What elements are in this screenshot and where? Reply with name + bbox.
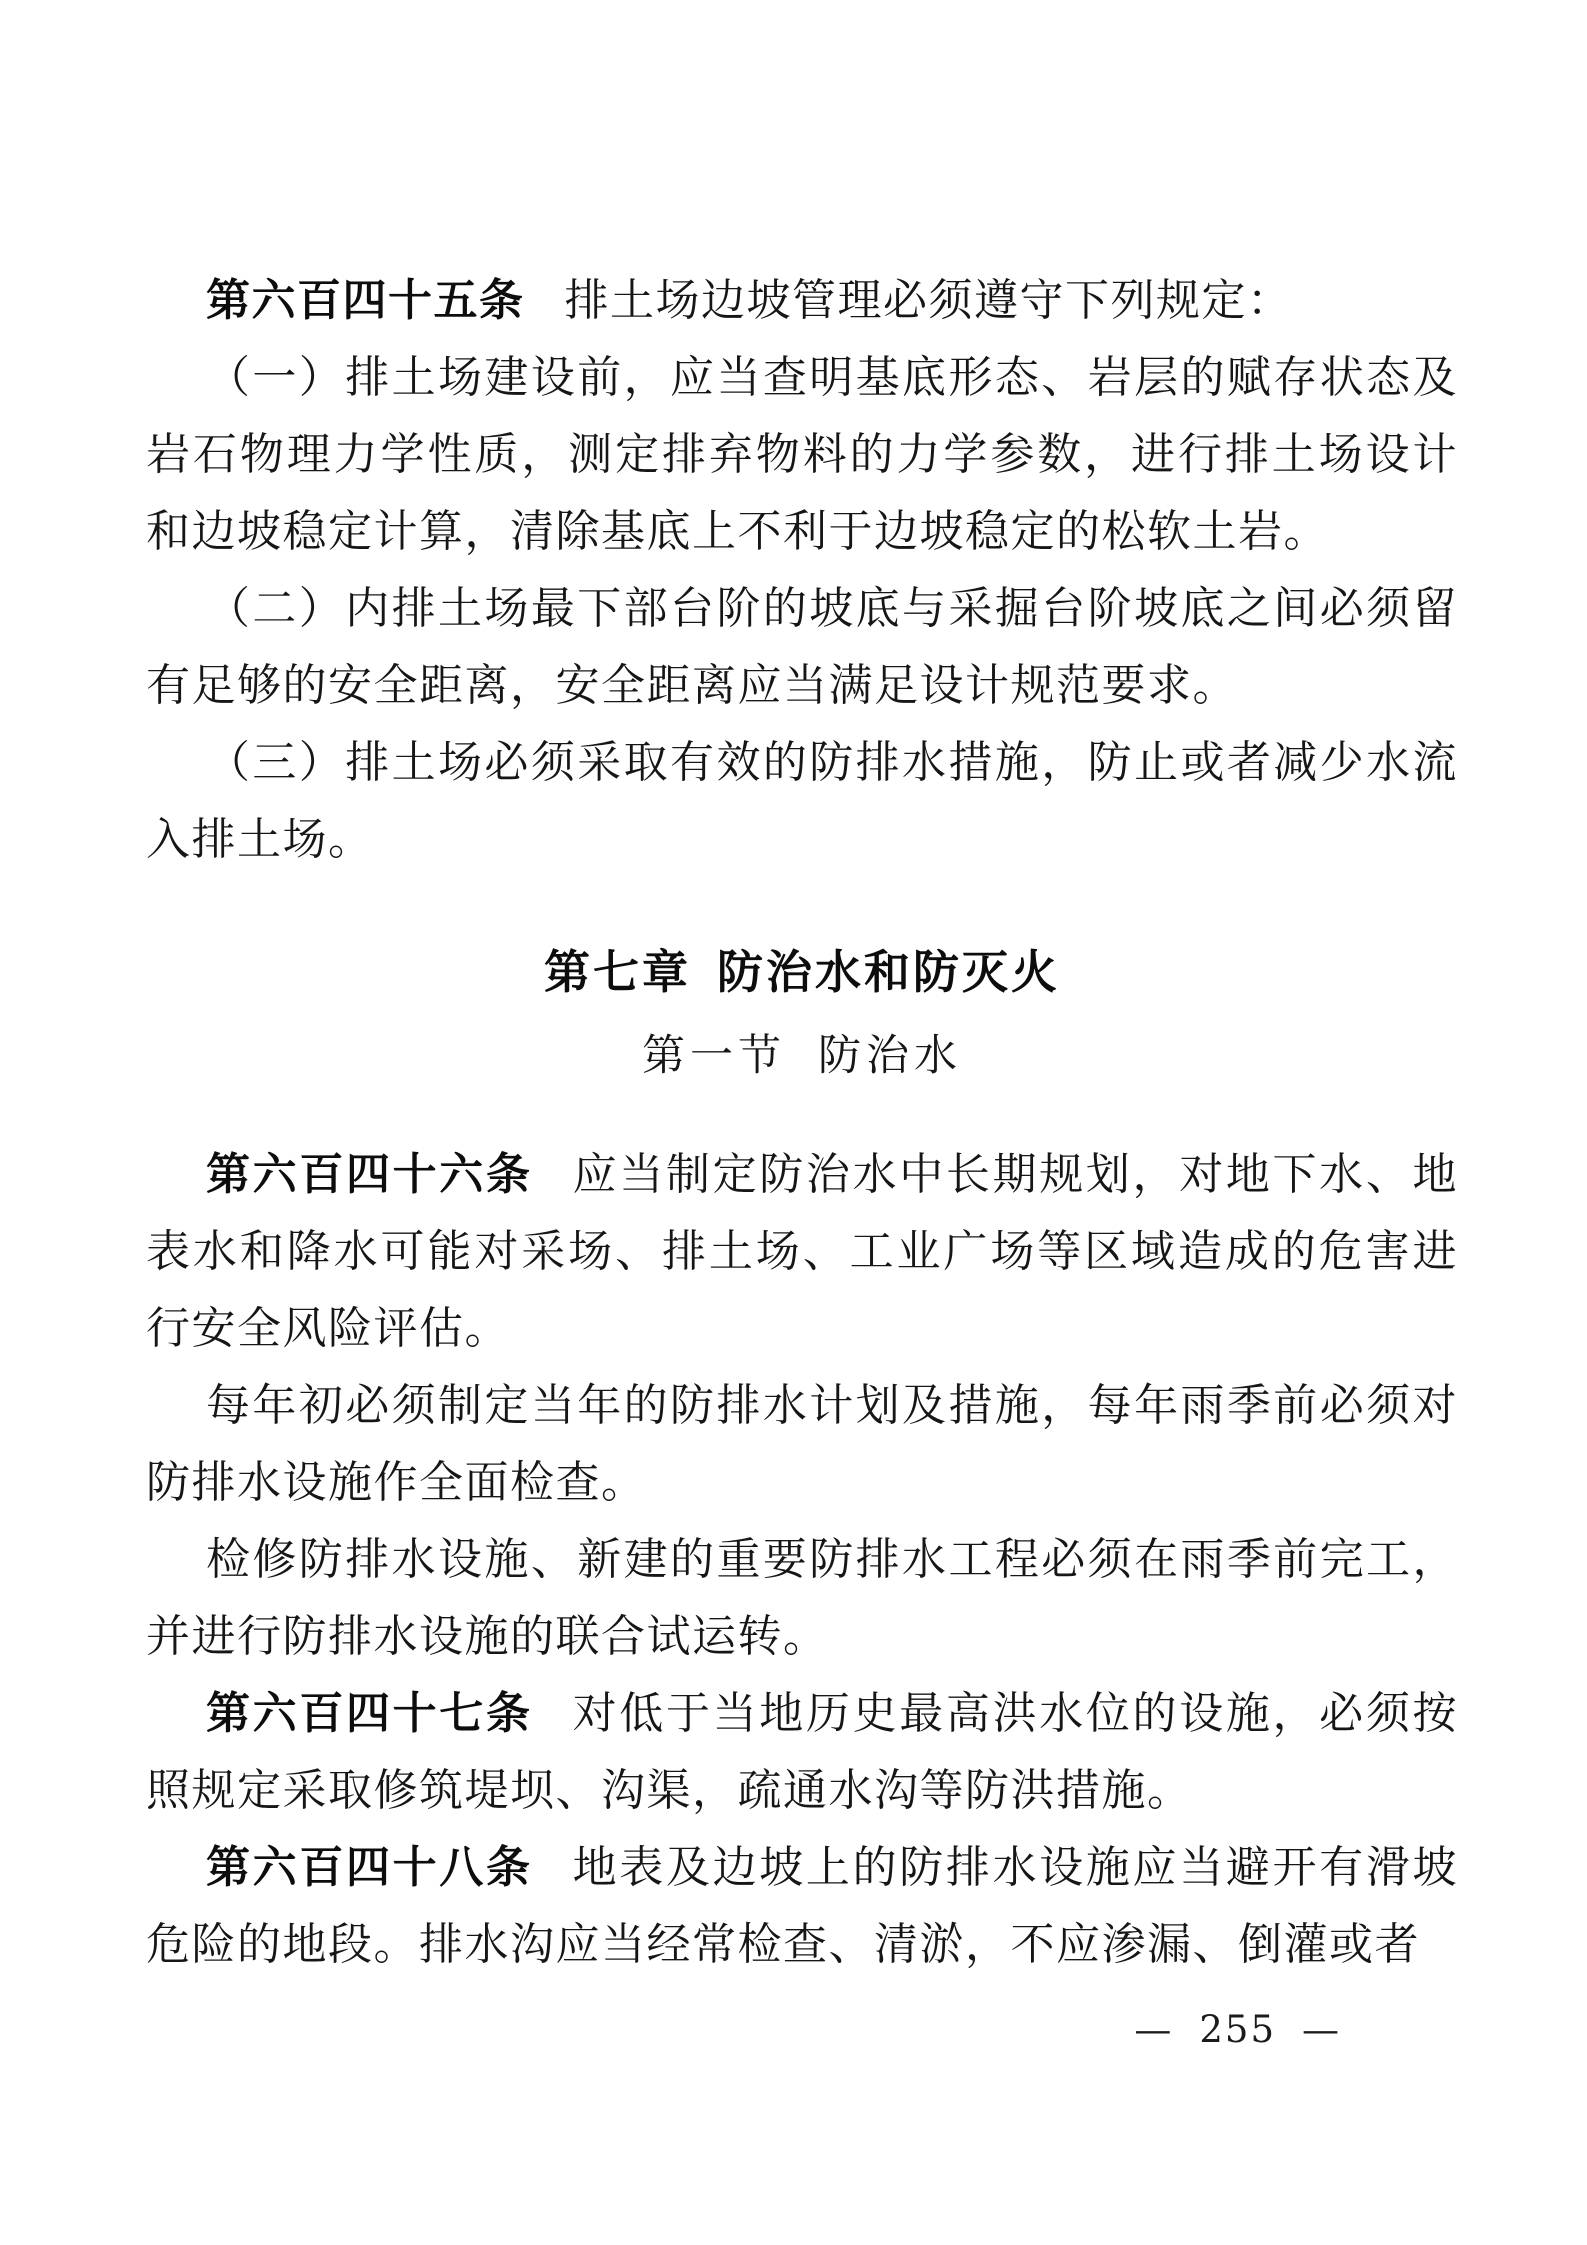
- article-647-body-text: 对低于当地历史最高洪水位的设施，必须按照规定采取修筑堤坝、沟渠，疏通水沟等防洪措施。: [146, 1688, 1459, 1816]
- article-645-clause-3: （三）排土场必须采取有效的防排水措施，防止或者减少水流入排土场。: [146, 737, 1458, 865]
- chapter-title: 防治水和防灭火: [717, 945, 1060, 999]
- article-645-intro-text: 排土场边坡管理必须遵守下列规定：: [564, 275, 1293, 326]
- article-645-intro-paragraph: [146, 262, 1458, 339]
- page-number-dash-left: —: [1134, 2008, 1174, 2051]
- section-heading: [146, 1024, 1458, 1088]
- article-646-paragraph-1: [146, 1136, 1458, 1367]
- article-646-paragraph-2: 每年初必须制定当年的防排水计划及措施，每年雨季前必须对防排水设施作全面检查。: [146, 1380, 1458, 1508]
- article-648-number: 第六百四十八条: [206, 1842, 533, 1893]
- article-647-paragraph: [146, 1675, 1458, 1829]
- article-645-clause-1: （一）排土场建设前，应当查明基底形态、岩层的赋存状态及岩石物理力学性质，测定排弃物料的力学参数，进行排土场设计和边坡稳定计算，清除基底上不利于边坡稳定的松软土岩。: [146, 352, 1458, 557]
- page-number-value: 255: [1199, 2008, 1276, 2051]
- chapter-heading: [146, 936, 1458, 1008]
- article-646-body-text: 应当制定防治水中长期规划，对地下水、地表水和降水可能对采场、排土场、工业广场等区域造成的危害进行安全风险评估。: [146, 1149, 1459, 1354]
- article-648-body-text: 地表及边坡上的防排水设施应当避开有滑坡危险的地段。排水沟应当经常检查、清淤，不应渗漏、倒灌或者: [146, 1842, 1459, 1970]
- article-646-paragraph-3: 检修防排水设施、新建的重要防排水工程必须在雨季前完工，并进行防排水设施的联合试运转。: [146, 1534, 1458, 1662]
- article-645-clause-2: （二）内排土场最下部台阶的坡底与采掘台阶坡底之间必须留有足够的安全距离，安全距离应当满足设计规范要求。: [146, 583, 1458, 711]
- page-content: [146, 262, 1458, 1983]
- article-647-number: 第六百四十七条: [206, 1688, 533, 1739]
- section-title: 防治水: [818, 1031, 962, 1081]
- section-label: 第一节: [642, 1031, 786, 1081]
- page-number: [1134, 2008, 1341, 2051]
- article-646-number: 第六百四十六条: [206, 1149, 533, 1200]
- article-648-paragraph: [146, 1829, 1458, 1983]
- article-645-number: 第六百四十五条: [206, 275, 525, 326]
- page-number-dash-right: —: [1302, 2008, 1341, 2051]
- chapter-label: 第七章: [544, 945, 691, 999]
